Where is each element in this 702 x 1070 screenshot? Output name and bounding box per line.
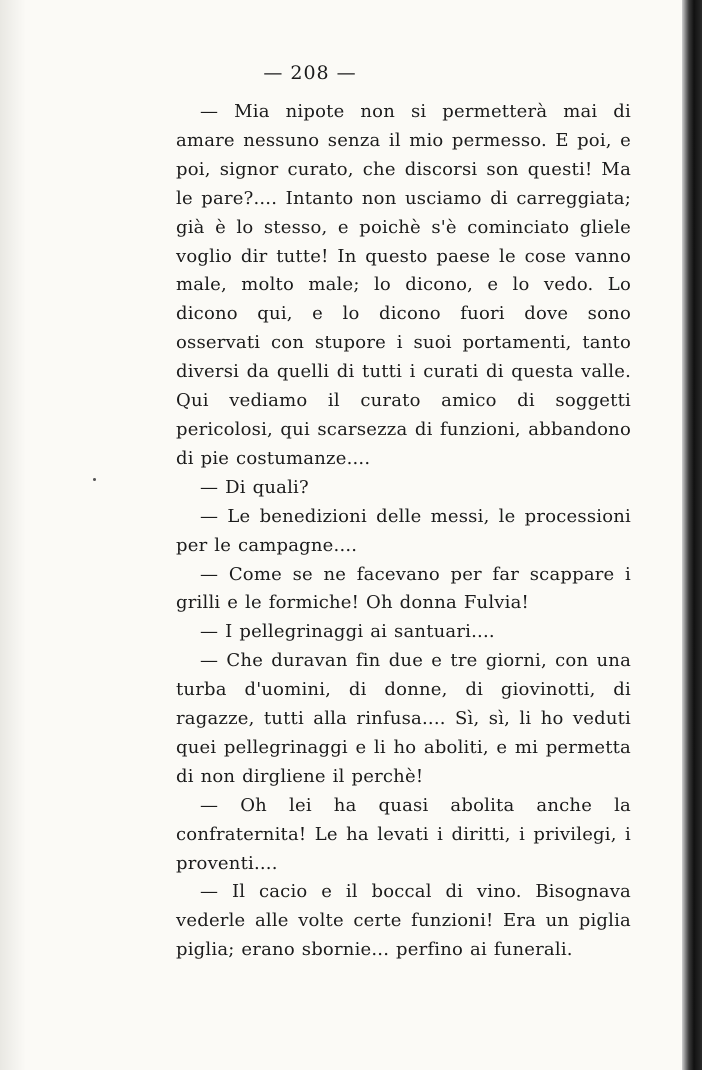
paragraph-6: — Che duravan fin due e tre giorni, con una turba d'uomini, di donne, di giovinotti, di ragazze, tutti alla rinfusa.... Sì, sì, li ho veduti quei pellegrinaggi e li ho aboliti, e mi permetta di non dirgliene il perchè! [176,650,631,787]
paragraph-3: — Le benedizioni delle messi, le processioni per le campagne.... [176,505,631,556]
page-binding-edge [682,0,702,1070]
paragraph-7: — Oh lei ha quasi abolita anche la confraternita! Le ha levati i diritti, i privilegi, i proventi.... [176,794,631,874]
paragraph-4: — Come se ne facevano per far scappare i grilli e le formiche! Oh donna Fulvia! [176,563,631,614]
paragraph-5: — I pellegrinaggi ai santuari.... [200,621,495,643]
paragraph-1: — Mia nipote non si permetterà mai di amare nessuno senza il mio permesso. E poi, e poi, signor curato, che discorsi son questi! Ma le pare?.... Intanto non usciamo di carreggiata; già è lo stesso, e poichè s'è cominciato gliele voglio dir tutte! In questo paese le cose vanno male, molto male; lo dicono, e lo vedo. Lo dicono qui, e lo dicono fuori dove sono osservati con stupore i suoi portamenti, tanto diversi da quelli di tutti i curati di questa valle. Qui vediamo il curato amico di soggetti pericolosi, qui scarsezza di funzioni, abbandono di pie costumanze.... [176,101,631,469]
paragraph-8: — Il cacio e il boccal di vino. Bisognava vederle alle volte certe funzioni! Era un piglia piglia; erano sbornie... perfino ai funerali. [176,881,631,961]
paragraph-2: — Di quali? [200,476,309,498]
page-gutter-shadow [0,0,26,1070]
print-speck [93,478,96,481]
page-number: — 208 — [263,62,357,84]
body-text [176,98,631,965]
